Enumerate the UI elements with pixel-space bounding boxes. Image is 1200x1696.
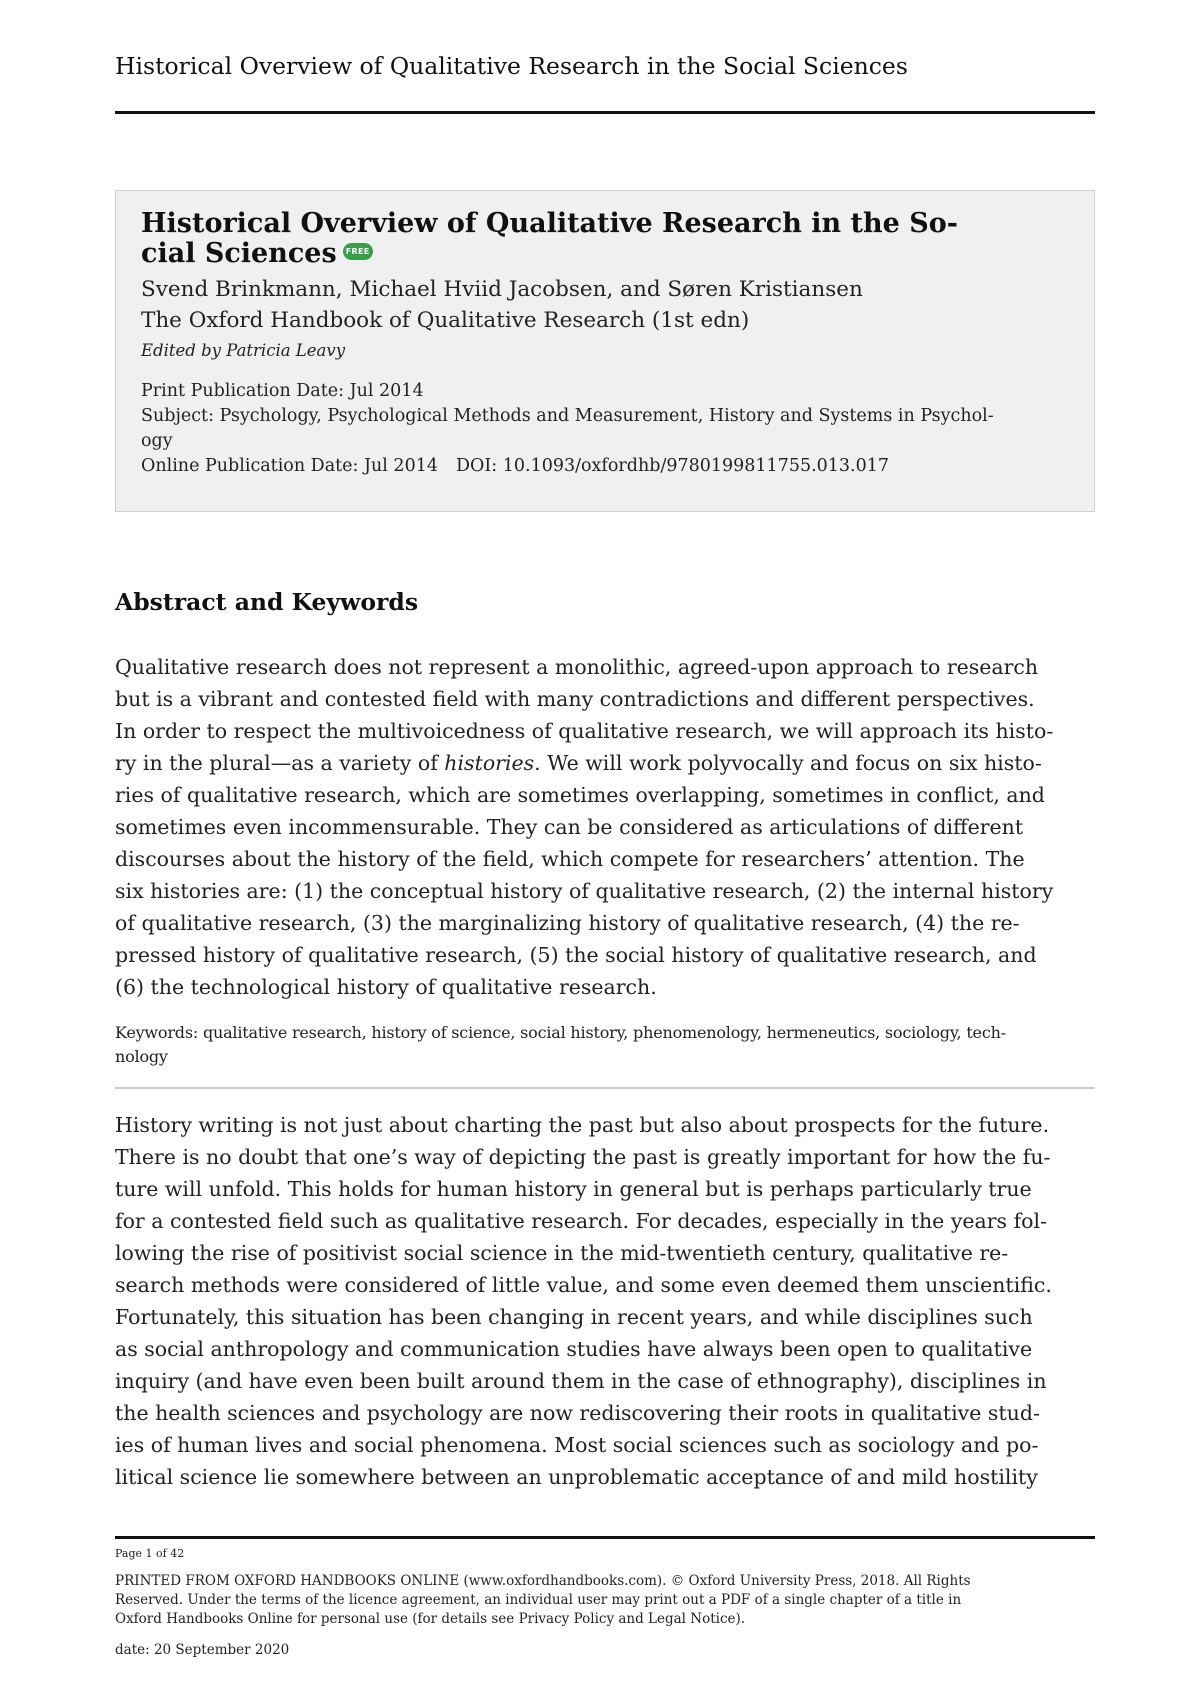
printed-notice [115, 1572, 1095, 1629]
doi-link[interactable]: DOI: 10.1093/oxfordhb/9780199811755.013.017 [455, 456, 890, 476]
body-line: ies of human lives and social phenomena. Most social sciences such as sociology and po- [115, 1433, 1039, 1457]
abstract-heading: Abstract and Keywords [115, 588, 419, 616]
section-divider [115, 1087, 1095, 1089]
abstract-line: pressed history of qualitative research, (5) the social history of qualitative research, and [115, 943, 1037, 967]
online-publication-line [141, 454, 1070, 479]
body-line: History writing is not just about charting the past but also about prospects for the future. [115, 1113, 1050, 1137]
article-title-line-1: Historical Overview of Qualitative Research in the So- [141, 208, 958, 239]
printed-notice-line: Oxford Handbooks Online for personal use (for details see Privacy Policy and Legal Notice). [115, 1611, 746, 1627]
keywords [115, 1021, 1095, 1069]
subject-line-1: Subject: Psychology, Psychological Methods and Measurement, History and Systems in Psychol- [141, 406, 994, 426]
abstract-line: Qualitative research does not represent a monolithic, agreed-upon approach to research [115, 655, 1039, 679]
keywords-line-2: nology [115, 1047, 168, 1066]
header-rule [115, 111, 1095, 114]
body-line: for a contested field such as qualitative research. For decades, especially in the years fol- [115, 1209, 1048, 1233]
abstract-line-4-start: ry in the plural—as a variety of [115, 751, 445, 775]
body-line: inquiry (and have even been built around them in the case of ethnography), disciplines in [115, 1369, 1047, 1393]
abstract-line: (6) the technological history of qualitative research. [115, 975, 657, 999]
abstract-line: sometimes even incommensurable. They can be considered as articulations of different [115, 815, 1024, 839]
abstract-text [115, 651, 1095, 1003]
abstract-line: but is a vibrant and contested field with many contradictions and different perspectives. [115, 687, 1035, 711]
body-line: the health sciences and psychology are now rediscovering their roots in qualitative stud- [115, 1401, 1040, 1425]
body-line: lowing the rise of positivist social science in the mid-twentieth century, qualitative re- [115, 1241, 1009, 1265]
article-title-line-2: cial Sciences [141, 238, 337, 269]
page-number: Page 1 of 42 [115, 1547, 185, 1560]
article-title [141, 209, 1070, 269]
histories-emphasis: histories [444, 751, 535, 775]
running-header-title: Historical Overview of Qualitative Research in the Social Sciences [115, 52, 908, 80]
body-line: Fortunately, this situation has been changing in recent years, and while disciplines such [115, 1305, 1033, 1329]
abstract-line: of qualitative research, (3) the marginalizing history of qualitative research, (4) the re- [115, 911, 1020, 935]
abstract-line: discourses about the history of the field, which compete for researchers’ attention. The [115, 847, 1025, 871]
abstract-line-4-end: . We will work polyvocally and focus on six histo- [534, 751, 1042, 775]
abstract-line: six histories are: (1) the conceptual history of qualitative research, (2) the internal history [115, 879, 1054, 903]
body-line: ture will unfold. This holds for human history in general but is perhaps particularly true [115, 1177, 1032, 1201]
keywords-line-1: Keywords: qualitative research, history of science, social history, phenomenology, hermeneutics, sociology, tech- [115, 1023, 1006, 1042]
body-line: There is no doubt that one’s way of depicting the past is greatly important for how the fu- [115, 1145, 1051, 1169]
abstract-line: ries of qualitative research, which are sometimes overlapping, sometimes in conflict, and [115, 783, 1045, 807]
authors: Svend Brinkmann, Michael Hviid Jacobsen, and Søren Kristiansen [141, 277, 863, 302]
article-info-box [115, 190, 1095, 512]
body-paragraph [115, 1109, 1095, 1493]
abstract-line: In order to respect the multivoicedness of qualitative research, we will approach its histo- [115, 719, 1054, 743]
printed-notice-line: PRINTED FROM OXFORD HANDBOOKS ONLINE (www.oxfordhandbooks.com). © Oxford University Press, 2018. All Rights [115, 1573, 971, 1589]
body-line: as social anthropology and communication studies have always been open to qualitative [115, 1337, 1033, 1361]
book-title: The Oxford Handbook of Qualitative Research (1st edn) [141, 308, 750, 333]
online-publication-date: Online Publication Date: Jul 2014 [141, 456, 438, 476]
print-publication-date: Print Publication Date: Jul 2014 [141, 381, 424, 401]
body-line: search methods were considered of little value, and some even deemed them unscientific. [115, 1273, 1052, 1297]
editor: Edited by Patricia Leavy [141, 341, 346, 360]
body-line: litical science lie somewhere between an unproblematic acceptance of and mild hostility [115, 1465, 1038, 1489]
subject-line-2: ogy [141, 431, 173, 451]
footer-rule [115, 1536, 1095, 1539]
printed-notice-line: Reserved. Under the terms of the licence agreement, an individual user may print out a PDF of a single chapter of a title in [115, 1592, 962, 1608]
abstract-line [115, 747, 1095, 779]
free-access-badge-icon: FREE [343, 243, 373, 260]
print-date: date: 20 September 2020 [115, 1642, 290, 1658]
